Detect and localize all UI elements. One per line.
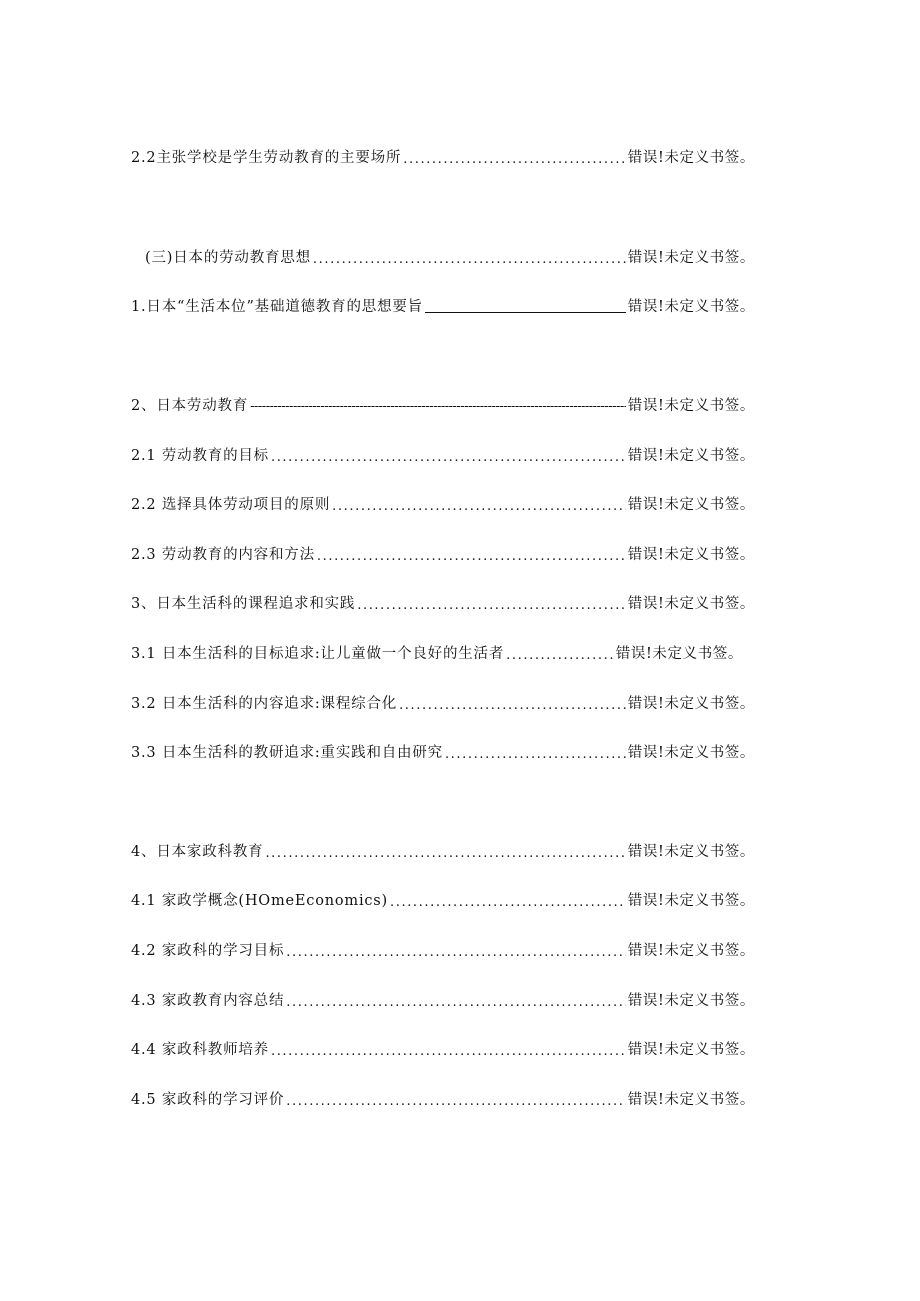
toc-entry-label: 2.3 劳动教育的内容和方法 [131,547,315,563]
toc-entry-label: 4.1 家政学概念(HOmeEconomics) [131,893,388,909]
toc-leader [265,841,625,863]
toc-entry[interactable] [131,593,755,615]
toc-leader [286,1089,625,1111]
toc-entry-label: 1.日本“生活本位”基础道德教育的思想要旨 [131,299,423,315]
toc-entry-page: 错误!未定义书签。 [627,250,755,266]
toc-entry-page: 错误!未定义书签。 [627,993,755,1009]
toc-leader [403,147,626,169]
toc-entry[interactable] [131,841,755,863]
toc-leader [271,445,626,467]
toc-entry-label: 2.2主张学校是学生劳动教育的主要场所 [131,150,402,166]
toc-entry-label: (三)日本的劳动教育思想 [145,250,311,266]
toc-entry-page: 错误!未定义书签。 [627,150,755,166]
toc-entry[interactable] [145,247,755,269]
toc-leader [286,990,625,1012]
toc-entry[interactable] [131,693,755,715]
toc-leader [286,940,625,962]
toc-entry-page: 错误!未定义书签。 [627,696,755,712]
toc-entry-page: 错误!未定义书签。 [627,299,755,315]
toc-entry[interactable] [131,890,755,912]
toc-entry-label: 4.3 家政教育内容总结 [131,993,285,1009]
toc-leader [271,1039,626,1061]
toc-entry-label: 4、日本家政科教育 [131,844,264,860]
toc-entry-page: 错误!未定义书签。 [627,893,755,909]
toc-entry-page: 错误!未定义书签。 [627,547,755,563]
toc-entry[interactable] [131,296,755,318]
toc-entry-label: 4.5 家政科的学习评价 [131,1092,285,1108]
toc-entry-page: 错误!未定义书签。 [627,844,755,860]
toc-entry-label: 2.1 劳动教育的目标 [131,448,269,464]
toc-entry-label: 2.2 选择具体劳动项目的原则 [131,497,331,513]
toc-entry-page: 错误!未定义书签。 [627,1092,755,1108]
toc-entry-label: 3.2 日本生活科的内容追求:课程综合化 [131,696,398,712]
toc-leader [357,593,626,615]
toc-entry[interactable] [131,742,755,764]
toc-entry[interactable] [131,445,755,467]
toc-entry-label: 3.3 日本生活科的教研追求:重实践和自由研究 [131,745,443,761]
toc-leader [390,890,626,912]
toc-entry[interactable] [131,1089,755,1111]
toc-leader [506,643,614,665]
toc-leader [445,742,626,764]
toc-leader [313,247,626,269]
toc-entry-label: 3、日本生活科的课程追求和实践 [131,596,356,612]
toc-entry-page: 错误!未定义书签。 [627,596,755,612]
toc-entry[interactable] [131,643,743,665]
toc-entry-label: 4.2 家政科的学习目标 [131,943,285,959]
toc-entry[interactable] [131,147,755,169]
toc-leader [425,311,626,313]
toc-entry[interactable] [131,940,755,962]
toc-entry-page: 错误!未定义书签。 [627,497,755,513]
toc-leader [250,395,626,417]
toc-entry-page: 错误!未定义书签。 [627,398,755,414]
toc-entry-page: 错误!未定义书签。 [627,943,755,959]
toc-entry-page: 错误!未定义书签。 [615,646,743,662]
toc-entry-label: 4.4 家政科教师培养 [131,1042,269,1058]
toc-entry[interactable] [131,494,755,516]
toc-entry-label: 3.1 日本生活科的目标追求:让儿童做一个良好的生活者 [131,646,505,662]
toc-entry-page: 错误!未定义书签。 [627,448,755,464]
toc-entry-page: 错误!未定义书签。 [627,1042,755,1058]
toc-leader [332,494,626,516]
toc-entry[interactable] [131,395,755,417]
toc-entry-page: 错误!未定义书签。 [627,745,755,761]
toc-entry-label: 2、日本劳动教育 [131,398,249,414]
toc-entry[interactable] [131,990,755,1012]
toc-leader [399,693,626,715]
toc-entry[interactable] [131,544,755,566]
toc-entry[interactable] [131,1039,755,1061]
toc-leader [317,544,626,566]
